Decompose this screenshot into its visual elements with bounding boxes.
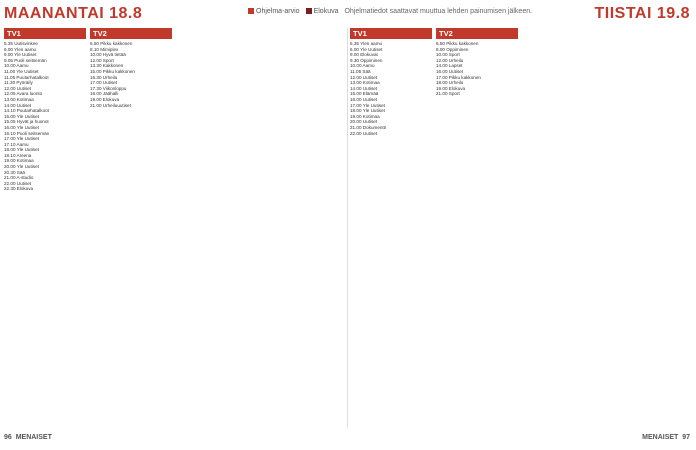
right-page bbox=[350, 28, 692, 428]
program-listing: 16.30 Urheilu bbox=[90, 74, 118, 80]
program-listing: 19.00 Elokuva bbox=[90, 96, 120, 102]
program-listing: 13.30 Kakkonen bbox=[90, 63, 124, 69]
program-listing: 15.05 Hyvät ja huonot bbox=[4, 119, 49, 125]
program-listing: 11.05 Sää bbox=[350, 68, 371, 74]
program-listing: 11.05 Puutarhatalkoot bbox=[4, 74, 49, 80]
program-listing: 18.00 Urheilu bbox=[436, 80, 464, 86]
program-listing: 18.00 Yle Uutiset bbox=[350, 108, 385, 114]
page-divider bbox=[347, 28, 348, 428]
program-listing: 12.00 Urheilu bbox=[436, 57, 464, 63]
channel-column-tv2 bbox=[436, 28, 518, 426]
program-listing: 6.00 Ylen aamu bbox=[4, 46, 37, 52]
legend-square-icon bbox=[248, 8, 254, 14]
top-bar bbox=[0, 0, 696, 26]
program-listing: 6.00 Yle Uutiset bbox=[350, 46, 383, 52]
channel-column-tv1 bbox=[4, 28, 86, 426]
left-footer bbox=[4, 434, 52, 446]
program-listing: 17.10 Aamu bbox=[4, 141, 29, 147]
program-listing: 16.00 Uutiset bbox=[436, 68, 464, 74]
program-listing: 17.00 Yle Uutiset bbox=[350, 102, 385, 108]
channel-header: TV2 bbox=[436, 28, 518, 39]
program-listing: 22.00 Uutiset bbox=[4, 180, 32, 186]
program-listing: 9.00 Yle Uutiset bbox=[4, 52, 37, 58]
program-listing: 11.30 Pyöräily bbox=[4, 80, 33, 86]
program-listing: 10.00 Sport bbox=[436, 52, 460, 58]
legend-square-icon bbox=[306, 8, 312, 14]
program-listing: 14.00 Uutiset bbox=[4, 102, 32, 108]
program-listing: 8.10 Mimiplex bbox=[90, 46, 119, 52]
program-listing: 21.00 Dokumentti bbox=[350, 124, 387, 130]
program-listing: 8.00 Oppiminen bbox=[436, 46, 469, 52]
program-listing: 12.00 Sport bbox=[90, 57, 114, 63]
program-listing: 22.30 Elokuva bbox=[4, 186, 34, 192]
program-listing: 14.00 Lapset bbox=[436, 63, 463, 69]
left-brand: MENAISET bbox=[15, 434, 52, 441]
program-listing: 20.00 Uutiset bbox=[350, 119, 378, 125]
program-listing: 17.30 Viikonloppu bbox=[90, 85, 127, 91]
program-listing: 12.00 Uutiset bbox=[4, 85, 32, 91]
program-listing: 9.05 Puoli seitsemän bbox=[4, 57, 47, 63]
program-listing: 15.00 Yle Uutiset bbox=[4, 113, 39, 119]
program-listing: 17.00 Pikku kakkonen bbox=[436, 74, 481, 80]
program-listing: 19.00 Kotimaa bbox=[350, 113, 380, 119]
program-listing: 13.00 Kotimaa bbox=[4, 96, 34, 102]
program-listing: 10.00 Hyvä tietää bbox=[90, 52, 126, 58]
channel-column-tv2 bbox=[90, 28, 172, 426]
right-page-title: TIISTAI 19.8 bbox=[594, 5, 690, 22]
program-listing: 19.00 Elokuva bbox=[436, 85, 466, 91]
program-listing: 6.50 Pikku kakkonen bbox=[436, 41, 479, 46]
right-brand: MENAISET bbox=[642, 434, 679, 441]
channel-header: TV2 bbox=[90, 28, 172, 39]
program-listing: 22.00 Uutiset bbox=[350, 130, 378, 136]
program-listing: 11.00 Yle Uutiset bbox=[4, 68, 39, 74]
program-listing: 5.35 Ylen aamu bbox=[350, 41, 383, 46]
program-listing: 18.00 Yle Uutiset bbox=[4, 147, 39, 153]
program-listing: 21.00 Sport bbox=[436, 91, 460, 97]
program-listing: 14.10 Puutarhatalkoot bbox=[4, 108, 49, 114]
program-listing: 12.00 Uutiset bbox=[350, 74, 378, 80]
right-page-number: 97 bbox=[682, 434, 690, 441]
left-page bbox=[4, 28, 346, 428]
channel-column-tv1 bbox=[350, 28, 432, 426]
channel-header: TV1 bbox=[4, 28, 86, 39]
left-page-number: 96 bbox=[4, 434, 12, 441]
program-listing: 21.00 Urheiluuutiset bbox=[90, 102, 131, 108]
legend-item-rating: Ohjelma-arvio bbox=[248, 8, 300, 15]
channel-header: TV1 bbox=[350, 28, 432, 39]
program-listing: 9.30 Oppiminen bbox=[350, 57, 383, 63]
program-listing: 17.00 Uutiset bbox=[90, 80, 118, 86]
program-listing: 14.00 Uutiset bbox=[350, 85, 378, 91]
program-listing: 10.00 Aamu bbox=[350, 63, 375, 69]
program-listing: 9.00 Elokuvat bbox=[350, 52, 378, 58]
program-listing: 5.35 Uutisvinkee bbox=[4, 41, 38, 46]
program-listing: 10.00 Aamu bbox=[4, 63, 29, 69]
program-listing: 20.00 Yle Uutiset bbox=[4, 164, 39, 170]
program-listing: 12.05 Avara luonto bbox=[4, 91, 43, 97]
legend bbox=[248, 8, 532, 15]
left-page-title: MAANANTAI 18.8 bbox=[4, 5, 143, 22]
program-listing: 21.00 A-studio bbox=[4, 175, 34, 181]
program-listing: 18.00 Jäähalli bbox=[90, 91, 119, 97]
program-listing: 16.00 Uutiset bbox=[350, 96, 378, 102]
program-listing: 15.00 Pikku kakkonen bbox=[90, 68, 135, 74]
program-listing: 16.00 Yle Uutiset bbox=[4, 124, 39, 130]
program-listing: 18.10 Areena bbox=[4, 152, 32, 158]
program-listing: 6.50 Pikku kakkonen bbox=[90, 41, 133, 46]
program-listing: 20.30 Sää bbox=[4, 169, 25, 175]
right-footer bbox=[642, 434, 690, 446]
program-listing: 15.00 Elämää bbox=[350, 91, 379, 97]
program-listing: 19.00 Kotimaa bbox=[4, 158, 34, 164]
program-listing: 13.00 Kotimaa bbox=[350, 80, 380, 86]
program-listing: 17.00 Yle Uutiset bbox=[4, 136, 39, 142]
program-listing: 16.10 Puoli seitsemän bbox=[4, 130, 50, 136]
legend-note: Ohjelmatiedot saattavat muuttua lehden painumisen jälkeen. bbox=[344, 8, 533, 15]
legend-item-film: Elokuva bbox=[306, 8, 339, 15]
